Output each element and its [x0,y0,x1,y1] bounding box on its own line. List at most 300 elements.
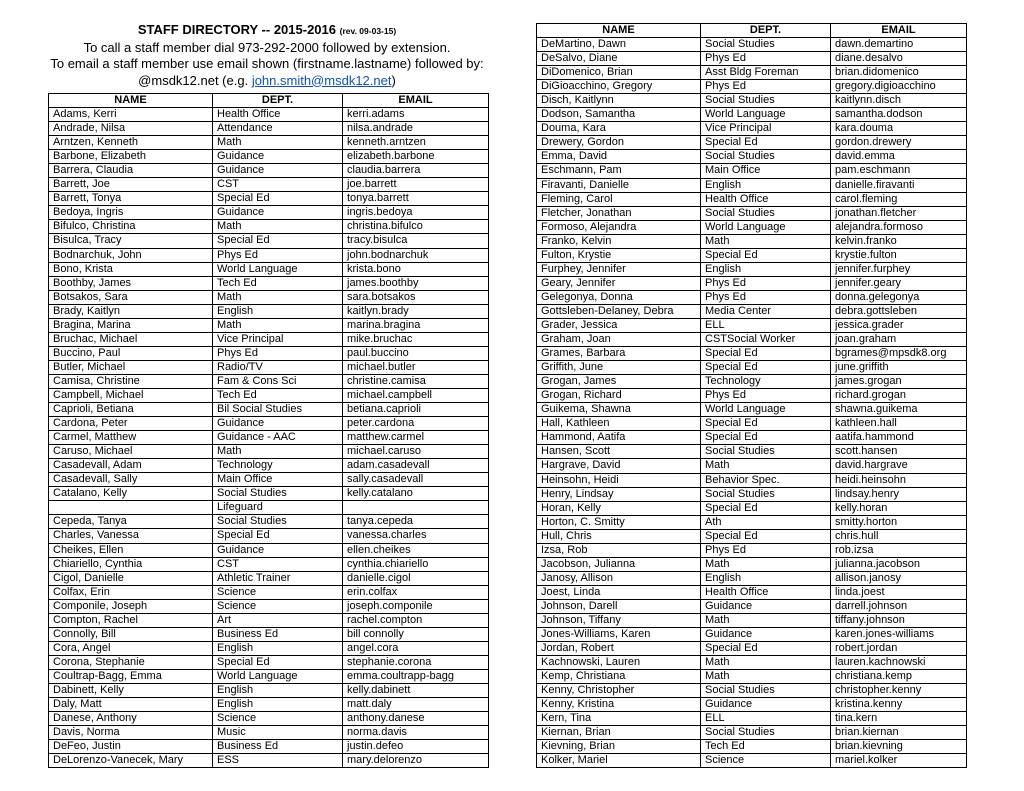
staff-dept-cell: Special Ed [701,361,831,375]
staff-name-cell: DeSalvo, Diane [537,52,701,66]
staff-name-cell: Barrera, Claudia [49,164,213,178]
staff-email-cell: julianna.jacobson [831,557,967,571]
staff-dept-cell: Special Ed [213,529,343,543]
table-row [537,80,967,94]
phone-instructions: To call a staff member dial 973-292-2000 followed by extension. [83,39,451,55]
staff-dept-cell: Business Ed [213,627,343,641]
staff-dept-cell: Guidance [213,417,343,431]
staff-dept-cell: Science [213,585,343,599]
staff-dept-cell: Social Studies [701,487,831,501]
staff-name-cell: Furphey, Jennifer [537,262,701,276]
table-row [49,178,489,192]
staff-email-cell: anthony.danese [343,712,489,726]
staff-email-cell: brian.didomenico [831,66,967,80]
table-row [49,627,489,641]
staff-dept-cell: CSTSocial Worker [701,333,831,347]
table-row [537,108,967,122]
staff-name-cell: Cheikes, Ellen [49,543,213,557]
staff-email-cell: brian.kiernan [831,726,967,740]
staff-name-cell: Grogan, James [537,375,701,389]
staff-name-cell: Coultrap-Bagg, Emma [49,669,213,683]
staff-name-cell: DiGioacchino, Gregory [537,80,701,94]
table-row [49,290,489,304]
staff-email-cell: kristina.kenny [831,698,967,712]
staff-dept-cell: ELL [701,318,831,332]
table-row [537,754,967,768]
staff-dept-cell: English [701,178,831,192]
staff-name-cell: Izsa, Rob [537,543,701,557]
staff-dept-cell: Guidance [213,164,343,178]
table-row [537,726,967,740]
staff-email-cell: kerri.adams [343,108,489,122]
staff-name-cell: Joest, Linda [537,585,701,599]
revision-date: (rev. 09-03-15) [339,26,397,36]
staff-dept-cell: Attendance [213,122,343,136]
staff-dept-cell: Social Studies [701,94,831,108]
table-row [49,262,489,276]
staff-name-cell: Hansen, Scott [537,445,701,459]
staff-email-cell: samantha.dodson [831,108,967,122]
staff-name-cell: Daly, Matt [49,698,213,712]
staff-name-cell: Barrett, Tonya [49,192,213,206]
staff-name-cell: Cigol, Danielle [49,571,213,585]
table-row [537,585,967,599]
table-row [537,276,967,290]
staff-email-cell: paul.buccino [343,346,489,360]
staff-email-cell: mike.bruchac [343,332,489,346]
staff-email-cell: scott.hansen [831,445,967,459]
staff-email-cell: kara.douma [831,122,967,136]
staff-email-cell: michael.butler [343,360,489,374]
table-row [49,318,489,332]
staff-name-cell: Camisa, Christine [49,374,213,388]
table-row [537,318,967,332]
table-row [49,515,489,529]
staff-email-cell: debra.gottsleben [831,304,967,318]
table-row [49,234,489,248]
staff-name-cell: DeLorenzo-Vanecek, Mary [49,754,213,768]
staff-dept-cell: Media Center [701,304,831,318]
staff-email-cell: tanya.cepeda [343,515,489,529]
staff-name-cell: Brady, Kaitlyn [49,304,213,318]
table-row [49,557,489,571]
table-row [537,66,967,80]
staff-email-cell: heidi.heinsohn [831,473,967,487]
staff-dept-cell: Phys Ed [701,389,831,403]
table-row [49,150,489,164]
staff-table-right [536,23,967,768]
staff-email-cell: joan.graham [831,333,967,347]
staff-name-cell: Corona, Stephanie [49,655,213,669]
staff-name-cell: Casadevall, Sally [49,473,213,487]
table-row [537,684,967,698]
staff-email-cell: kaitlyn.brady [343,304,489,318]
staff-name-cell: Buccino, Paul [49,346,213,360]
staff-email-cell: krista.bono [343,262,489,276]
staff-email-cell: brian.kievning [831,740,967,754]
staff-email-cell: mary.delorenzo [343,754,489,768]
table-row [49,655,489,669]
table-row [537,642,967,656]
table-row [49,346,489,360]
table-row [537,543,967,557]
table-row [49,599,489,613]
staff-name-cell: Barrett, Joe [49,178,213,192]
staff-dept-cell: Special Ed [213,192,343,206]
staff-name-cell: Barbone, Elizabeth [49,150,213,164]
staff-name-cell: Botsakos, Sara [49,290,213,304]
staff-dept-cell: Special Ed [701,417,831,431]
staff-email-cell: elizabeth.barbone [343,150,489,164]
table-row [49,740,489,754]
staff-dept-cell: Social Studies [701,684,831,698]
table-row [537,375,967,389]
staff-dept-cell: Special Ed [701,501,831,515]
staff-dept-cell: English [213,304,343,318]
staff-name-cell: Emma, David [537,150,701,164]
staff-dept-cell: Health Office [701,585,831,599]
staff-dept-cell: Special Ed [701,347,831,361]
staff-name-cell: DiDomenico, Brian [537,66,701,80]
staff-dept-cell: English [701,571,831,585]
staff-dept-cell: Guidance - AAC [213,431,343,445]
staff-email-cell: tina.kern [831,712,967,726]
staff-dept-cell: Special Ed [701,642,831,656]
staff-name-cell: Bruchac, Michael [49,332,213,346]
table-row [49,192,489,206]
staff-name-cell: Johnson, Darell [537,599,701,613]
staff-name-cell: Chiariello, Cynthia [49,557,213,571]
staff-dept-cell: Technology [701,375,831,389]
staff-name-cell: Hall, Kathleen [537,417,701,431]
staff-dept-cell: Tech Ed [213,388,343,402]
staff-email-cell: norma.davis [343,726,489,740]
staff-dept-cell: World Language [701,403,831,417]
staff-dept-cell: Tech Ed [701,740,831,754]
email-column-header: EMAIL [343,94,489,108]
table-row [537,262,967,276]
staff-name-cell: Griffith, June [537,361,701,375]
table-row [537,417,967,431]
name-column-header: NAME [537,24,701,38]
table-row [49,585,489,599]
table-row [537,740,967,754]
staff-name-cell: Bodnarchuk, John [49,248,213,262]
table-row [49,641,489,655]
staff-dept-cell: English [701,262,831,276]
table-row [49,543,489,557]
staff-email-cell: matthew.carmel [343,431,489,445]
staff-name-cell: Connolly, Bill [49,627,213,641]
staff-email-cell: john.bodnarchuk [343,248,489,262]
staff-email-cell: adam.casadevall [343,459,489,473]
staff-dept-cell: ESS [213,754,343,768]
table-row [537,304,967,318]
staff-name-cell: Douma, Kara [537,122,701,136]
staff-email-cell: tonya.barrett [343,192,489,206]
table-row [49,417,489,431]
table-row [537,473,967,487]
staff-email-cell: linda.joest [831,585,967,599]
table-row [49,501,489,515]
table-row [537,220,967,234]
staff-name-cell: Janosy, Allison [537,571,701,585]
table-row [49,122,489,136]
staff-dept-cell: Math [701,459,831,473]
staff-name-cell: Kievning, Brian [537,740,701,754]
staff-name-cell: Bedoya, Ingris [49,206,213,220]
staff-dept-cell: Math [213,445,343,459]
staff-email-cell: sara.botsakos [343,290,489,304]
table-row [537,487,967,501]
staff-name-cell: Kern, Tina [537,712,701,726]
example-email-link[interactable]: john.smith@msdk12.net [251,72,392,88]
staff-name-cell: Jacobson, Julianna [537,557,701,571]
staff-email-cell: stephanie.corona [343,655,489,669]
table-row [537,599,967,613]
staff-email-cell: christine.camisa [343,374,489,388]
staff-name-cell: Guikema, Shawna [537,403,701,417]
staff-email-cell: dawn.demartino [831,38,967,52]
table-row [537,234,967,248]
staff-dept-cell: Special Ed [701,248,831,262]
staff-email-cell: lindsay.henry [831,487,967,501]
staff-dept-cell: Math [701,557,831,571]
staff-dept-cell: Athletic Trainer [213,571,343,585]
staff-dept-cell: Phys Ed [701,543,831,557]
staff-email-cell: bill connolly [343,627,489,641]
staff-email-cell: bgrames@mpsdk8.org [831,347,967,361]
staff-name-cell: Firavanti, Danielle [537,178,701,192]
staff-dept-cell: Math [213,290,343,304]
dept-column-header: DEPT. [701,24,831,38]
table-row [537,459,967,473]
staff-name-cell: Dodson, Samantha [537,108,701,122]
staff-name-cell: DeFeo, Justin [49,740,213,754]
staff-dept-cell: Guidance [213,206,343,220]
staff-name-cell: Grames, Barbara [537,347,701,361]
staff-email-cell: chris.hull [831,529,967,543]
staff-name-cell: Danese, Anthony [49,712,213,726]
staff-name-cell: Fulton, Krystie [537,248,701,262]
staff-email-cell: lauren.kachnowski [831,656,967,670]
staff-dept-cell: English [213,683,343,697]
staff-name-cell: Arntzen, Kenneth [49,136,213,150]
staff-dept-cell: Lifeguard [213,501,343,515]
staff-email-cell: karen.jones-williams [831,628,967,642]
staff-email-cell: robert.jordan [831,642,967,656]
table-row [537,136,967,150]
name-column-header: NAME [49,94,213,108]
staff-email-cell: kelvin.franko [831,234,967,248]
staff-dept-cell: Vice Principal [213,332,343,346]
staff-email-cell: christiana.kemp [831,670,967,684]
staff-name-cell: Jordan, Robert [537,642,701,656]
staff-name-cell: Charles, Vanessa [49,529,213,543]
staff-dept-cell: Social Studies [213,487,343,501]
staff-dept-cell: Business Ed [213,740,343,754]
table-row [537,389,967,403]
staff-name-cell: Disch, Kaitlynn [537,94,701,108]
table-row [537,571,967,585]
staff-email-cell: christina.bifulco [343,220,489,234]
staff-name-cell: Kenny, Christopher [537,684,701,698]
staff-email-cell: james.boothby [343,276,489,290]
staff-name-cell: Henry, Lindsay [537,487,701,501]
staff-name-cell: Caruso, Michael [49,445,213,459]
staff-dept-cell: Ath [701,515,831,529]
staff-dept-cell: Guidance [213,150,343,164]
staff-dept-cell: Social Studies [701,206,831,220]
staff-dept-cell: English [213,641,343,655]
staff-dept-cell: Fam & Cons Sci [213,374,343,388]
staff-email-cell: ellen.cheikes [343,543,489,557]
staff-name-cell: Kenny, Kristina [537,698,701,712]
staff-dept-cell: Health Office [213,108,343,122]
staff-dept-cell: Math [701,613,831,627]
staff-email-cell: june.griffith [831,361,967,375]
email-domain: @msdk12.net (e.g. [138,72,252,88]
staff-dept-cell: Phys Ed [701,80,831,94]
table-row [537,501,967,515]
staff-name-cell: Kemp, Christiana [537,670,701,684]
table-row [537,445,967,459]
staff-name-cell: Grogan, Richard [537,389,701,403]
staff-name-cell: Bisulca, Tracy [49,234,213,248]
staff-name-cell: Hull, Chris [537,529,701,543]
table-row [537,333,967,347]
table-row [49,445,489,459]
staff-name-cell: Geary, Jennifer [537,276,701,290]
staff-name-cell: Jones-Williams, Karen [537,628,701,642]
table-row [537,361,967,375]
staff-name-cell: Boothby, James [49,276,213,290]
table-row [49,487,489,501]
staff-email-cell: gordon.drewery [831,136,967,150]
staff-name-cell: Campbell, Michael [49,388,213,402]
staff-email-cell: kaitlynn.disch [831,94,967,108]
table-header-row [49,94,489,108]
staff-name-cell: Butler, Michael [49,360,213,374]
staff-dept-cell: Technology [213,459,343,473]
table-row [537,403,967,417]
staff-email-cell: david.hargrave [831,459,967,473]
staff-email-cell: rachel.compton [343,613,489,627]
staff-dept-cell: Social Studies [213,515,343,529]
staff-email-cell: darrell.johnson [831,599,967,613]
staff-name-cell: Cepeda, Tanya [49,515,213,529]
email-column-header: EMAIL [831,24,967,38]
staff-dept-cell: Phys Ed [701,290,831,304]
staff-name-cell: Kachnowski, Lauren [537,656,701,670]
staff-email-cell: matt.daly [343,698,489,712]
staff-email-cell: vanessa.charles [343,529,489,543]
table-row [49,571,489,585]
staff-dept-cell: Bil Social Studies [213,403,343,417]
staff-dept-cell: Social Studies [701,150,831,164]
table-row [49,683,489,697]
staff-email-cell: danielle.cigol [343,571,489,585]
staff-name-cell: Caprioli, Betiana [49,403,213,417]
staff-email-cell: pam.eschmann [831,164,967,178]
staff-email-cell: ingris.bedoya [343,206,489,220]
staff-dept-cell: Math [701,656,831,670]
staff-name-cell: Gottsleben-Delaney, Debra [537,304,701,318]
staff-email-cell: emma.coultrapp-bagg [343,669,489,683]
table-row [537,656,967,670]
staff-dept-cell: Special Ed [213,655,343,669]
table-row [49,473,489,487]
staff-name-cell: Componile, Joseph [49,599,213,613]
staff-name-cell: Colfax, Erin [49,585,213,599]
staff-email-cell: tiffany.johnson [831,613,967,627]
staff-dept-cell: Social Studies [701,726,831,740]
staff-email-cell: kenneth.arntzen [343,136,489,150]
staff-name-cell: Fletcher, Jonathan [537,206,701,220]
table-row [537,628,967,642]
table-row [537,248,967,262]
staff-dept-cell: Math [701,234,831,248]
table-row [49,431,489,445]
staff-name-cell: Adams, Kerri [49,108,213,122]
staff-email-cell: krystie.fulton [831,248,967,262]
staff-email-cell: tracy.bisulca [343,234,489,248]
staff-email-cell: kelly.dabinett [343,683,489,697]
staff-dept-cell: Guidance [701,698,831,712]
table-row [537,150,967,164]
table-row [537,290,967,304]
staff-name-cell: Horan, Kelly [537,501,701,515]
staff-dept-cell: Special Ed [701,136,831,150]
table-row [49,388,489,402]
email-domain-close: ) [391,72,396,88]
staff-name-cell: Formoso, Alejandra [537,220,701,234]
table-row [49,332,489,346]
staff-email-cell: danielle.firavanti [831,178,967,192]
table-row [537,557,967,571]
table-row [49,669,489,683]
staff-email-cell: gregory.digioacchino [831,80,967,94]
table-row [537,38,967,52]
directory-title: STAFF DIRECTORY -- 2015-2016 [137,22,336,37]
staff-email-cell: nilsa.andrade [343,122,489,136]
table-row [537,613,967,627]
table-row [537,670,967,684]
staff-email-cell: shawna.guikema [831,403,967,417]
staff-email-cell: jennifer.geary [831,276,967,290]
staff-name-cell: Franko, Kelvin [537,234,701,248]
staff-dept-cell: Phys Ed [701,276,831,290]
staff-email-cell: michael.caruso [343,445,489,459]
staff-email-cell: smitty.horton [831,515,967,529]
staff-dept-cell: Phys Ed [213,248,343,262]
staff-email-cell: joseph.componile [343,599,489,613]
staff-dept-cell: Math [701,670,831,684]
staff-email-cell: jennifer.furphey [831,262,967,276]
staff-dept-cell: Math [213,220,343,234]
staff-dept-cell: Science [213,599,343,613]
table-row [49,304,489,318]
staff-dept-cell: Phys Ed [213,346,343,360]
table-row [49,220,489,234]
staff-email-cell: aatifa.hammond [831,431,967,445]
staff-email-cell: richard.grogan [831,389,967,403]
table-row [49,529,489,543]
staff-email-cell: betiana.caprioli [343,403,489,417]
staff-dept-cell: Vice Principal [701,122,831,136]
table-row [537,52,967,66]
staff-dept-cell: CST [213,557,343,571]
